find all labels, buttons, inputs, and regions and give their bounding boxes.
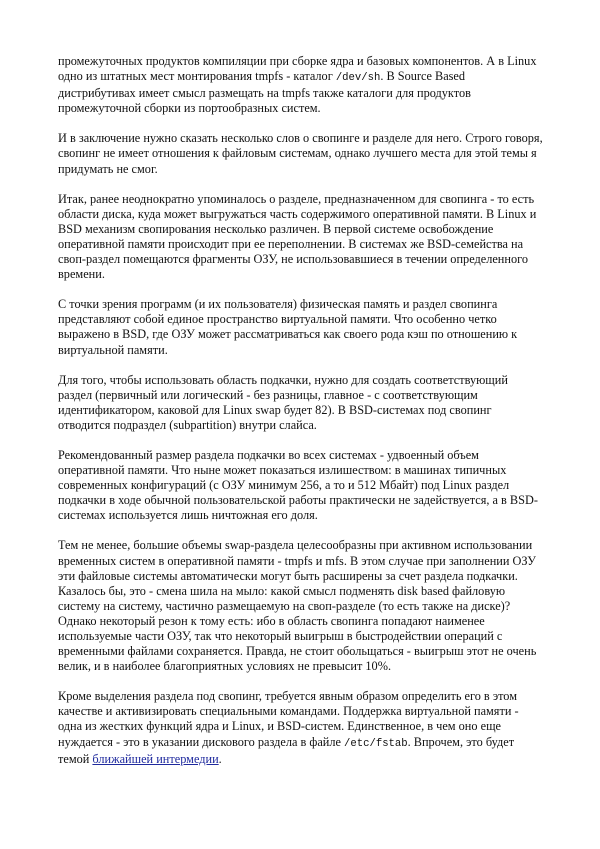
code-path-dev-sh: /dev/sh: [335, 72, 381, 85]
paragraph-swap-intro: И в заключение нужно сказать несколько слов о свопинге и разделе для него. Строго говоря, свопинг не имеет отношения к файловым системам, однако лучшего места для этой темы я придумать не смог.: [58, 131, 543, 176]
paragraph-text: промежуточных продуктов компиляции при сборке ядра и базовых компонентов. А в Linux одно из штатных мест монтирования tmpfs - каталог: [58, 54, 537, 84]
paragraph-swap-activation: [58, 689, 545, 766]
paragraph-virtual-memory: С точки зрения программ (и их пользователя) физическая память и раздел свопинга представляют собой единое пространство виртуальной памяти. Что особенно четко выражено в BSD, где ОЗУ может рассматриваться как своего рода кэш по отношению к виртуальной памяти.: [58, 297, 518, 357]
paragraph-text: . В Source Based дистрибутивах имеет смысл размещать на tmpfs также каталоги для продуктов промежуточной сборки из портообразных систем.: [58, 69, 471, 116]
paragraph-swap-size: Рекомендованный размер раздела подкачки во всех системах - удвоенный объем оперативной памяти. Что ныне может показаться излишеством: в машинах типичных современных конфигураций (с ОЗУ минимум 256, а то и 512 Мбайт) под Linux раздел подкачки в ходе обычной пользовательской работы практически не задействуется, а в BSD-системах используется лишь ничтожная его доля.: [58, 447, 538, 523]
paragraph-tmpfs-swap: Тем не менее, большие объемы swap-раздела целесообразны при активном использовании временных систем в оперативной памяти - tmpfs и mfs. В этом случае при заполнении ОЗУ эти файловые системы автоматически могут быть расширены за счет раздела подкачки. Казалось бы, это - смена шила на мыло: какой смысл подменять disk based файловую систему на систему, частично размещаемую на своп-разделе (то есть также на диске)? Однако некоторый резон к тому есть: ибо в область свопинга попадают наименее используемые части ОЗУ, так что некоторый выигрыш в быстродействии операций с временными файлами сохраняется. Правда, не стоит обольщаться - выигрыш этот не очень велик, и в наиболее благоприятных условиях не превысит 10%.: [58, 538, 537, 674]
document-page: [58, 54, 545, 782]
paragraph-swap-partition: Для того, чтобы использовать область подкачки, нужно для создать соответствующий раздел (первичный или логический - без разницы, главное - с соответствующим идентификатором, каковой для Linux swap будет 82). В BSD-системах под свопинг отводится подраздел (subpartition) внутри слайса.: [58, 372, 508, 432]
paragraph-swap-definition: Итак, ранее неоднократно упоминалось о разделе, предназначенном для свопинга - то есть области диска, куда может выгружаться часть содержимого оперативной памяти. В Linux и BSD механизм свопирования несколько различен. В первой системе освобождение оперативной памяти происходит при ее переполнении. В системах же BSD-семейства на своп-раздел помещаются фрагменты ОЗУ, не использовавшиеся в течении определенного времени.: [58, 191, 537, 282]
paragraph-text: .: [218, 751, 222, 766]
paragraph-tmpfs: [58, 54, 545, 116]
next-interlude-link[interactable]: ближайшей интермедии: [92, 751, 219, 766]
code-path-etc-fstab: /etc/fstab: [344, 737, 408, 750]
paragraph-text: Кроме выделения раздела под свопинг, требуется явным образом определить его в этом качестве и активизировать специальными командами. Поддержка виртуальной памяти - одна из жестких функций ядра и Linux, и BSD-систем. Единственное, в чем оно еще нуждается - это в указании дискового раздела в файле: [58, 689, 519, 749]
paragraph-text: . Впрочем, это будет темой: [58, 734, 515, 766]
